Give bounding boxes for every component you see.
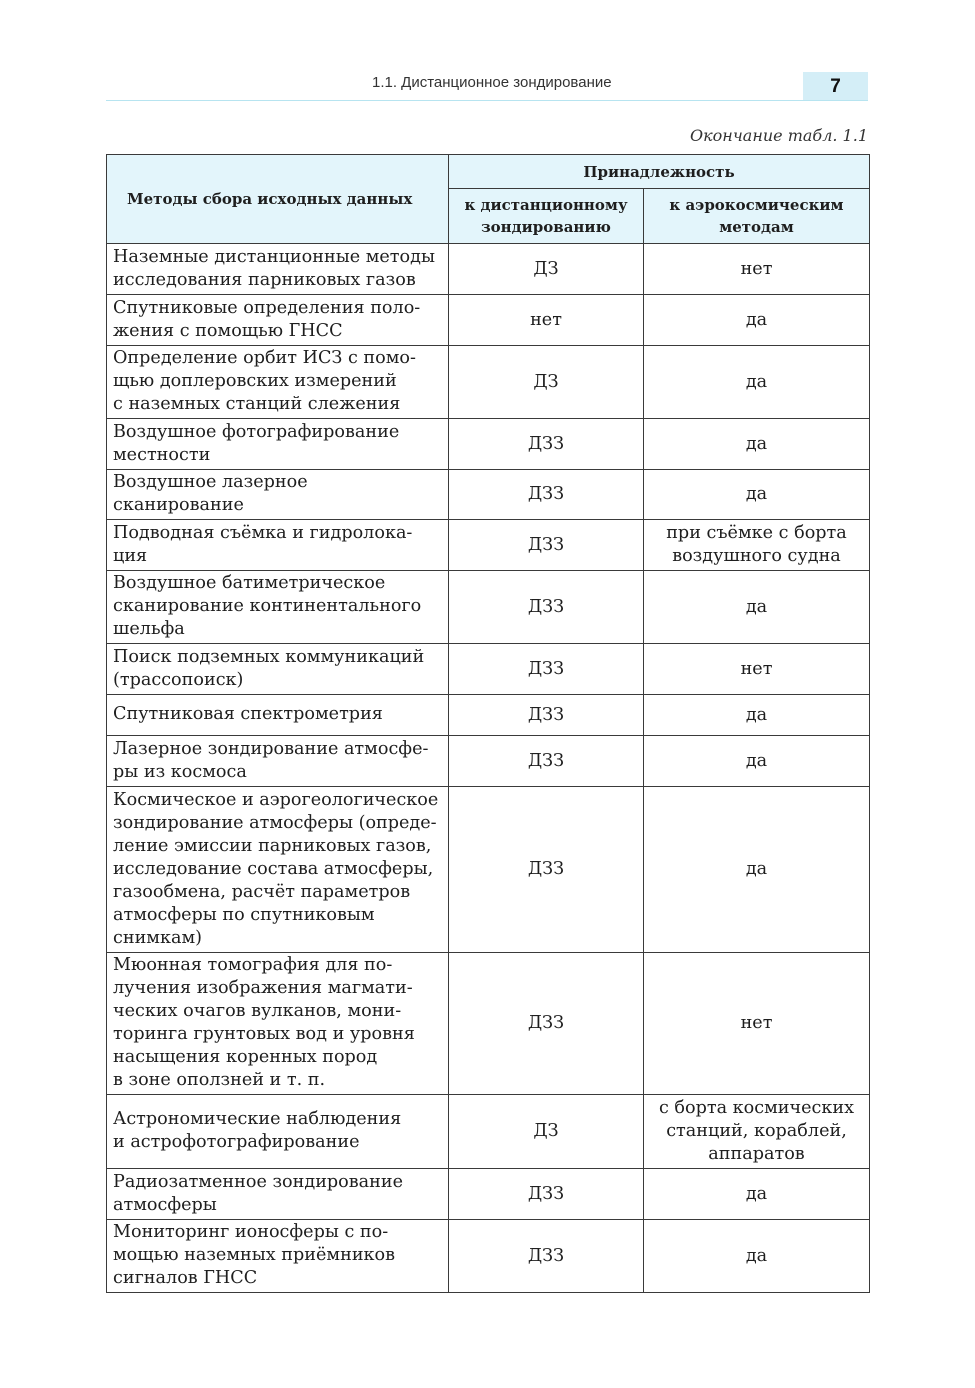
- method-cell: [107, 1095, 449, 1169]
- remote-sensing-cell: ДЗЗ: [449, 520, 644, 571]
- table-row: [107, 695, 870, 736]
- method-line: Космическое и аэрогеологическое: [113, 789, 439, 810]
- header-affiliation: Принадлежность: [449, 155, 870, 189]
- header-remote-line: к дистанционному: [464, 196, 628, 214]
- aerospace-cell: [644, 736, 870, 787]
- method-line: местности: [113, 444, 211, 465]
- method-cell: [107, 244, 449, 295]
- header-remote-sensing: [449, 189, 644, 244]
- method-line: лучения изображения магмати-: [113, 978, 413, 998]
- method-line: Мониторинг ионосферы с по-: [113, 1222, 389, 1242]
- method-line: Воздушное фотографирование: [113, 421, 400, 442]
- table-row: [107, 1095, 870, 1169]
- table-row: [107, 953, 870, 1095]
- table-row: [107, 346, 870, 419]
- method-line: ление эмиссии парниковых газов,: [113, 835, 432, 856]
- aerospace-line: да: [745, 371, 768, 392]
- method-line: Воздушное лазерное сканирование: [113, 472, 308, 515]
- table-row: [107, 571, 870, 644]
- aerospace-line: да: [745, 704, 768, 725]
- remote-sensing-cell: ДЗЗ: [449, 736, 644, 787]
- method-line: сигналов ГНСС: [113, 1268, 258, 1288]
- section-title: 1.1. Дистанционное зондирование: [372, 74, 612, 91]
- aerospace-line: да: [745, 859, 768, 879]
- method-line: щью доплеровских измерений: [113, 371, 397, 391]
- method-cell: [107, 1169, 449, 1220]
- table-body: [107, 244, 870, 1293]
- aerospace-cell: [644, 1169, 870, 1220]
- method-cell: [107, 295, 449, 346]
- remote-sensing-cell: ДЗЗ: [449, 470, 644, 520]
- method-line: насыщения коренных пород: [113, 1047, 378, 1067]
- aerospace-cell: [644, 695, 870, 736]
- aerospace-cell: [644, 346, 870, 419]
- aerospace-cell: [644, 470, 870, 520]
- method-line: Наземные дистанционные методы: [113, 246, 435, 267]
- table-row: [107, 1220, 870, 1293]
- aerospace-cell: [644, 1220, 870, 1293]
- aerospace-line: с борта космических: [658, 1098, 855, 1118]
- method-line: Радиозатменное зондирование: [113, 1171, 404, 1192]
- aerospace-line: нет: [740, 258, 773, 279]
- table-row: [107, 520, 870, 571]
- method-line: зондирование атмосферы (опреде-: [113, 812, 437, 833]
- method-cell: [107, 571, 449, 644]
- aerospace-cell: [644, 644, 870, 695]
- table-row: [107, 295, 870, 346]
- header-methods: Методы сбора исходных данных: [107, 155, 449, 244]
- header-aero-line: методам: [719, 218, 794, 236]
- aerospace-cell: [644, 953, 870, 1095]
- table-caption: Окончание табл. 1.1: [689, 126, 868, 145]
- method-line: ческих очагов вулканов, мони-: [113, 1001, 402, 1021]
- aerospace-line: воздушного судна: [672, 546, 841, 566]
- aerospace-cell: [644, 295, 870, 346]
- method-line: атмосферы по спутниковым: [113, 904, 375, 925]
- method-line: и астрофотографирование: [113, 1132, 360, 1152]
- aerospace-line: да: [745, 1183, 768, 1204]
- method-cell: [107, 470, 449, 520]
- aerospace-line: станций, кораблей,: [666, 1121, 847, 1141]
- method-line: с наземных станций слежения: [113, 394, 401, 414]
- method-line: исследования парниковых газов: [113, 269, 416, 290]
- table-row: [107, 644, 870, 695]
- method-line: в зоне оползней и т. п.: [113, 1070, 326, 1090]
- aerospace-line: да: [745, 596, 768, 617]
- aerospace-line: при съёмке с борта: [666, 523, 847, 543]
- table-row: [107, 736, 870, 787]
- aerospace-cell: [644, 571, 870, 644]
- aerospace-cell: [644, 787, 870, 953]
- aerospace-cell: [644, 520, 870, 571]
- table-row: [107, 1169, 870, 1220]
- method-line: Воздушное батиметрическое: [113, 573, 386, 593]
- method-line: ция: [113, 545, 148, 566]
- method-line: Спутниковые определения поло-: [113, 297, 421, 318]
- method-line: Мюонная томография для по-: [113, 955, 393, 975]
- method-line: шельфа: [113, 619, 185, 639]
- remote-sensing-cell: ДЗЗ: [449, 953, 644, 1095]
- methods-table: [106, 154, 870, 1293]
- method-cell: [107, 736, 449, 787]
- aerospace-cell: [644, 244, 870, 295]
- method-cell: [107, 953, 449, 1095]
- header-remote-line: зондированию: [481, 218, 611, 236]
- page-number: 7: [803, 72, 868, 100]
- table-row: [107, 419, 870, 470]
- remote-sensing-cell: ДЗЗ: [449, 695, 644, 736]
- aerospace-line: нет: [740, 658, 773, 679]
- method-cell: [107, 346, 449, 419]
- aerospace-line: да: [745, 433, 768, 454]
- method-line: атмосферы: [113, 1194, 217, 1215]
- remote-sensing-cell: ДЗ: [449, 1095, 644, 1169]
- header-aero-line: к аэрокосмическим: [669, 196, 844, 214]
- remote-sensing-cell: ДЗ: [449, 346, 644, 419]
- aerospace-line: да: [745, 484, 768, 504]
- remote-sensing-cell: ДЗ: [449, 244, 644, 295]
- remote-sensing-cell: ДЗЗ: [449, 787, 644, 953]
- table-row: [107, 787, 870, 953]
- method-line: (трассопоиск): [113, 669, 244, 690]
- table-row: [107, 470, 870, 520]
- remote-sensing-cell: ДЗЗ: [449, 419, 644, 470]
- aerospace-line: да: [745, 309, 768, 330]
- header-aerospace: [644, 189, 870, 244]
- method-line: газообмена, расчёт параметров: [113, 881, 411, 902]
- method-cell: [107, 787, 449, 953]
- aerospace-line: да: [745, 1245, 768, 1266]
- method-cell: [107, 419, 449, 470]
- method-cell: [107, 644, 449, 695]
- method-cell: [107, 1220, 449, 1293]
- method-line: Определение орбит ИСЗ с помо-: [113, 348, 416, 368]
- method-line: Поиск подземных коммуникаций: [113, 646, 425, 667]
- method-line: Лазерное зондирование атмосфе-: [113, 738, 429, 759]
- method-line: жения с помощью ГНСС: [113, 320, 343, 341]
- method-line: мощью наземных приёмников: [113, 1245, 396, 1265]
- method-line: Спутниковая спектрометрия: [113, 704, 383, 724]
- method-line: сканирование континентального: [113, 596, 422, 616]
- aerospace-line: аппаратов: [708, 1144, 805, 1164]
- method-line: Подводная съёмка и гидролока-: [113, 522, 413, 543]
- aerospace-cell: [644, 419, 870, 470]
- method-line: торинга грунтовых вод и уровня: [113, 1024, 415, 1044]
- remote-sensing-cell: ДЗЗ: [449, 571, 644, 644]
- aerospace-line: нет: [740, 1013, 773, 1033]
- table-row: [107, 244, 870, 295]
- remote-sensing-cell: ДЗЗ: [449, 1220, 644, 1293]
- remote-sensing-cell: нет: [449, 295, 644, 346]
- remote-sensing-cell: ДЗЗ: [449, 1169, 644, 1220]
- aerospace-cell: [644, 1095, 870, 1169]
- method-cell: [107, 695, 449, 736]
- method-line: ры из космоса: [113, 761, 247, 782]
- aerospace-line: да: [745, 750, 768, 771]
- running-header: [106, 70, 868, 101]
- method-line: снимкам): [113, 927, 203, 948]
- method-cell: [107, 520, 449, 571]
- method-line: исследование состава атмосферы,: [113, 858, 434, 879]
- method-line: Астрономические наблюдения: [113, 1109, 402, 1129]
- remote-sensing-cell: ДЗЗ: [449, 644, 644, 695]
